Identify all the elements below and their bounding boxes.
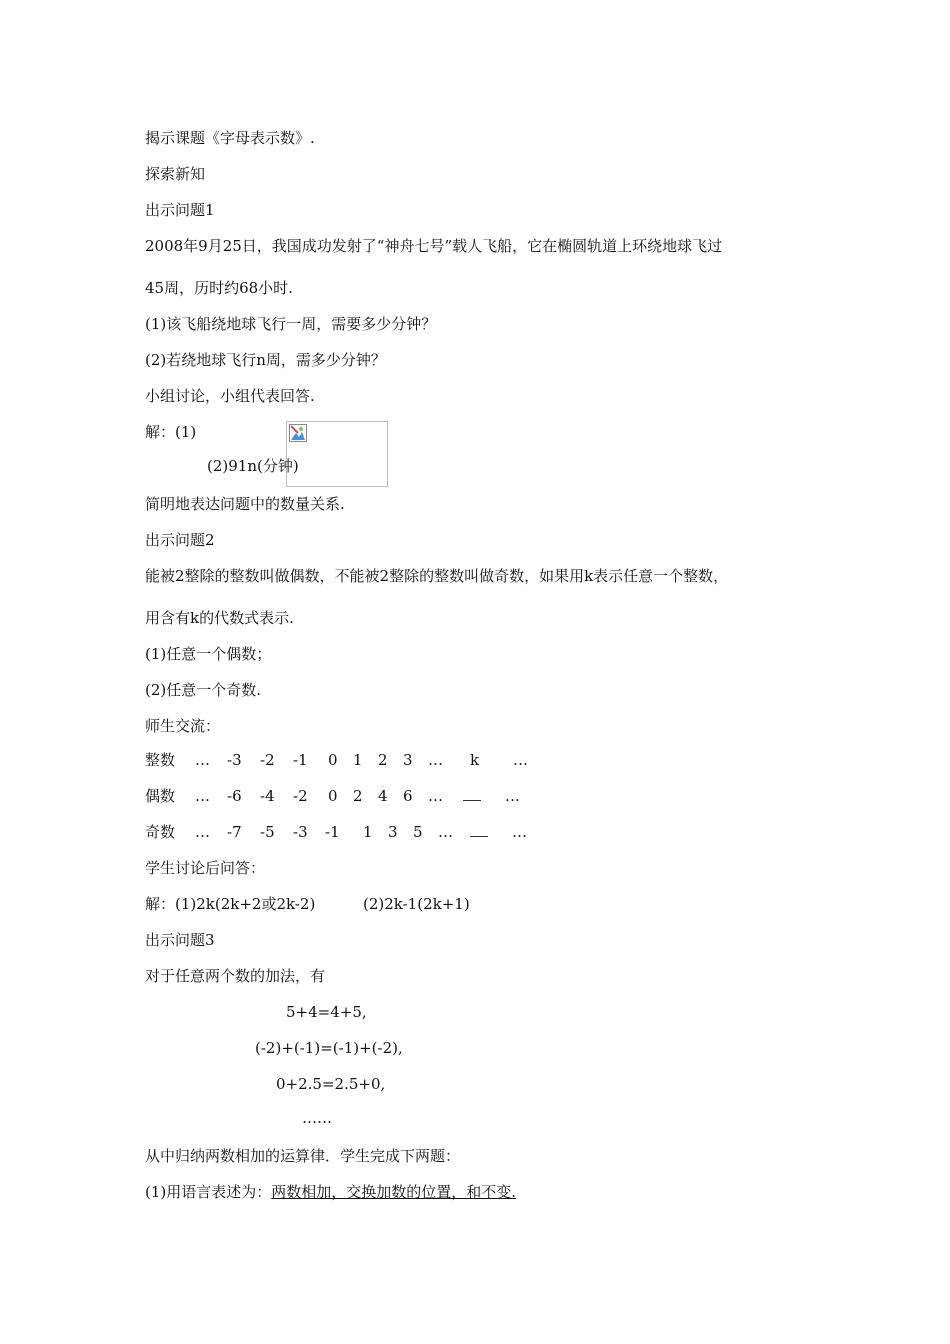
text-line: 小组讨论，小组代表回答.	[145, 387, 315, 405]
text-line: 师生交流：	[145, 717, 221, 735]
text-line: 用含有k的代数式表示.	[145, 609, 294, 627]
text-line: 从中归纳两数相加的运算律．学生完成下两题：	[145, 1147, 461, 1165]
answer-blank	[463, 786, 481, 806]
equation: (-2)+(-1)=(-1)+(-2),	[255, 1039, 403, 1057]
cell: 0	[328, 787, 338, 805]
problem-heading-3: 出示问题3	[145, 931, 215, 949]
cell: -3	[227, 751, 242, 769]
row-label: 偶数	[145, 787, 176, 805]
cell: …	[195, 751, 210, 769]
equation: 0+2.5=2.5+0,	[276, 1075, 386, 1093]
cell: 4	[378, 787, 388, 805]
cell: 3	[403, 751, 413, 769]
cell: 5	[413, 823, 423, 841]
cell: 1	[353, 751, 363, 769]
cell: -6	[227, 787, 242, 805]
cell: 2	[378, 751, 388, 769]
text-line: 45周，历时约68小时.	[145, 279, 293, 297]
exercise-prompt: (1)用语言表述为：	[145, 1183, 272, 1201]
formula-image	[286, 421, 388, 487]
answer-label: 解：(1)	[145, 423, 197, 441]
cell: 3	[388, 823, 398, 841]
question-1: (1)该飞船绕地球飞行一周，需要多少分钟？	[145, 315, 437, 333]
row-label: 整数	[145, 751, 176, 769]
evens-row	[145, 786, 845, 806]
row-label: 奇数	[145, 823, 176, 841]
text-line: 能被2整除的整数叫做偶数，不能被2整除的整数叫做奇数，如果用k表示任意一个整数，	[145, 567, 729, 585]
question-2: (2)若绕地球飞行n周，需多少分钟？	[145, 351, 386, 369]
cell: 6	[403, 787, 413, 805]
broken-image-icon	[289, 424, 307, 442]
cell: …	[195, 823, 210, 841]
cell: -7	[227, 823, 242, 841]
question-1: (1)任意一个偶数；	[145, 645, 272, 663]
answer-line: (2)91n(分钟)	[207, 457, 299, 475]
cell: 2	[353, 787, 363, 805]
cell: k	[470, 751, 480, 769]
cell: -2	[260, 751, 275, 769]
text-line: 对于任意两个数的加法，有	[145, 967, 326, 985]
answer-blank	[470, 822, 488, 842]
cell: …	[438, 823, 453, 841]
exercise-line	[145, 1182, 516, 1202]
ellipsis: ……	[302, 1109, 332, 1127]
integers-row	[145, 750, 845, 770]
text-line: 揭示课题《字母表示数》.	[145, 129, 315, 147]
cell: -4	[260, 787, 275, 805]
cell: …	[428, 787, 443, 805]
cell: …	[512, 823, 527, 841]
text-line: 简明地表达问题中的数量关系.	[145, 495, 345, 513]
answer-line: (2)2k-1(2k+1)	[363, 895, 470, 913]
cell: 1	[363, 823, 373, 841]
question-2: (2)任意一个奇数.	[145, 681, 262, 699]
text-line: 2008年9月25日，我国成功发射了“神舟七号”载人飞船，它在椭圆轨道上环绕地球飞过	[145, 237, 723, 255]
cell: …	[428, 751, 443, 769]
cell: -1	[293, 751, 308, 769]
cell: -5	[260, 823, 275, 841]
cell: -3	[293, 823, 308, 841]
section-heading: 探索新知	[145, 165, 206, 183]
cell: -2	[293, 787, 308, 805]
answer-line: 解：(1)2k(2k+2或2k-2)	[145, 895, 316, 913]
exercise-answer: 两数相加，交换加数的位置，和不变.	[271, 1183, 517, 1201]
cell: …	[513, 751, 528, 769]
text-line: 学生讨论后问答：	[145, 859, 266, 877]
problem-heading-1: 出示问题1	[145, 201, 215, 219]
cell: -1	[325, 823, 340, 841]
odds-row	[145, 822, 845, 842]
cell: 0	[328, 751, 338, 769]
equation: 5+4=4+5,	[286, 1003, 367, 1021]
cell: …	[195, 787, 210, 805]
problem-heading-2: 出示问题2	[145, 531, 215, 549]
cell: …	[505, 787, 520, 805]
